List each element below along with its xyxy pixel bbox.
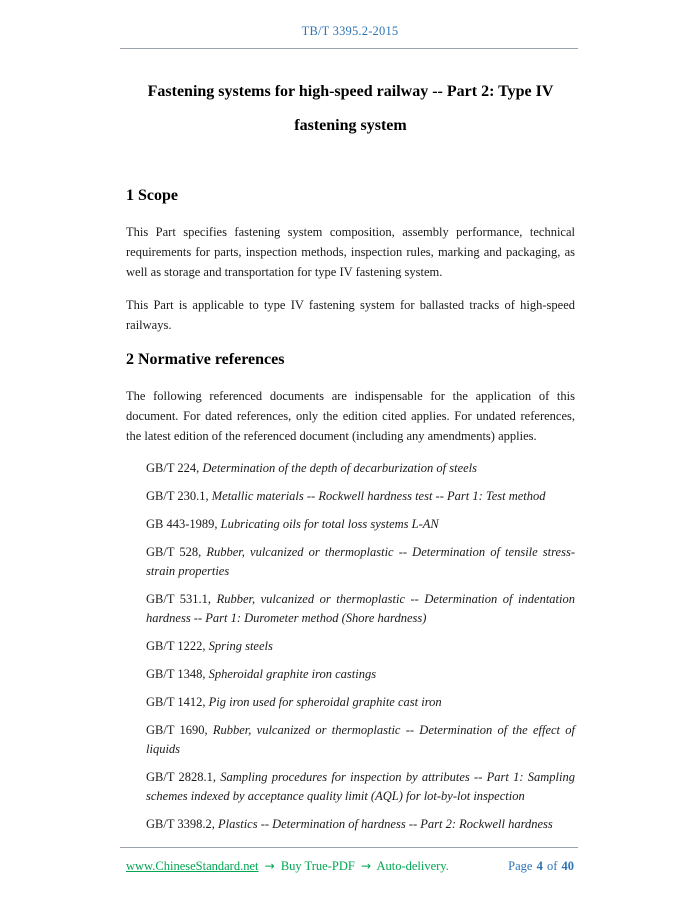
reference-item	[146, 721, 575, 759]
reference-title: Determination of the depth of decarburization of steels	[202, 460, 477, 475]
reference-title: Metallic materials -- Rockwell hardness test -- Part 1: Test method	[211, 488, 546, 503]
document-body	[126, 75, 575, 834]
reference-code: GB/T 2828.1,	[146, 769, 217, 784]
reference-code: GB/T 1348,	[146, 666, 206, 681]
page-number: 4	[536, 859, 543, 873]
reference-title: Pig iron used for spheroidal graphite cast iron	[208, 694, 442, 709]
doc-number: TB/T 3395.2-2015	[301, 24, 399, 38]
document-title	[126, 75, 575, 143]
reference-title: Spheroidal graphite iron castings	[208, 666, 377, 681]
reference-item	[146, 637, 575, 656]
reference-title: Sampling procedures for inspection by attributes -- Part 1: Sampling schemes indexed by acceptance quality limit (AQL) for lot-by-lot inspection	[146, 769, 576, 803]
section-heading-normative-references: 2 Normative references	[126, 350, 285, 368]
reference-item	[146, 665, 575, 684]
footer-buy-label: Buy True-PDF	[280, 859, 355, 873]
scope-paragraph-1: This Part specifies fastening system composition, assembly performance, technical requirements for parts, inspection methods, inspection rules, marking and packaging, as well as storage and transportation for type IV fastening system.	[126, 225, 575, 279]
reference-code: GB 443-1989,	[146, 516, 218, 531]
page-indicator	[508, 859, 575, 874]
arrow-icon: →	[360, 859, 371, 873]
header-rule	[120, 48, 578, 49]
document-title-line1: Fastening systems for high-speed railway -- Part 2: Type IV	[147, 83, 554, 100]
of-label: of	[546, 859, 558, 873]
reference-code: GB/T 224,	[146, 460, 200, 475]
reference-item	[146, 768, 575, 806]
reference-item	[146, 459, 575, 478]
reference-item	[146, 515, 575, 534]
reference-item	[146, 543, 575, 581]
reference-code: GB/T 3398.2,	[146, 816, 215, 831]
reference-code: GB/T 1690,	[146, 722, 208, 737]
reference-list	[146, 459, 575, 834]
reference-code: GB/T 528,	[146, 544, 202, 559]
reference-item	[146, 590, 575, 628]
reference-code: GB/T 1412,	[146, 694, 206, 709]
scope-paragraph-2: This Part is applicable to type IV fastening system for ballasted tracks of high-speed railways.	[126, 297, 575, 332]
reference-item	[146, 815, 575, 834]
reference-title: Plastics -- Determination of hardness -- Part 2: Rockwell hardness	[218, 816, 553, 831]
reference-title: Rubber, vulcanized or thermoplastic -- Determination of indentation hardness -- Part 1: Durometer method (Shore hardness)	[146, 591, 576, 625]
arrow-icon: →	[264, 859, 275, 873]
footer-rule	[120, 847, 578, 848]
total-pages: 40	[561, 859, 574, 873]
reference-title: Lubricating oils for total loss systems L-AN	[220, 516, 439, 531]
reference-title: Rubber, vulcanized or thermoplastic -- Determination of the effect of liquids	[146, 722, 575, 756]
section-heading-scope: 1 Scope	[126, 187, 178, 204]
reference-code: GB/T 230.1,	[146, 488, 209, 503]
reference-title: Rubber, vulcanized or thermoplastic -- Determination of tensile stress-strain properties	[146, 544, 575, 578]
reference-code: GB/T 531.1,	[146, 591, 212, 606]
reference-title: Spring steels	[208, 638, 273, 653]
document-title-line2: fastening system	[294, 117, 407, 134]
page-label: Page	[508, 859, 533, 873]
footer	[126, 859, 575, 874]
footer-delivery-label: Auto-delivery.	[376, 859, 449, 873]
reference-item	[146, 693, 575, 712]
footer-left	[126, 859, 449, 874]
normative-intro-paragraph: The following referenced documents are indispensable for the application of this document. For dated references, only the edition cited applies. For undated references, the latest edition of the referenced document (including any amendments) applies.	[126, 388, 575, 443]
reference-code: GB/T 1222,	[146, 638, 206, 653]
footer-link[interactable]: www.ChineseStandard.net	[126, 859, 259, 873]
reference-item	[146, 487, 575, 506]
